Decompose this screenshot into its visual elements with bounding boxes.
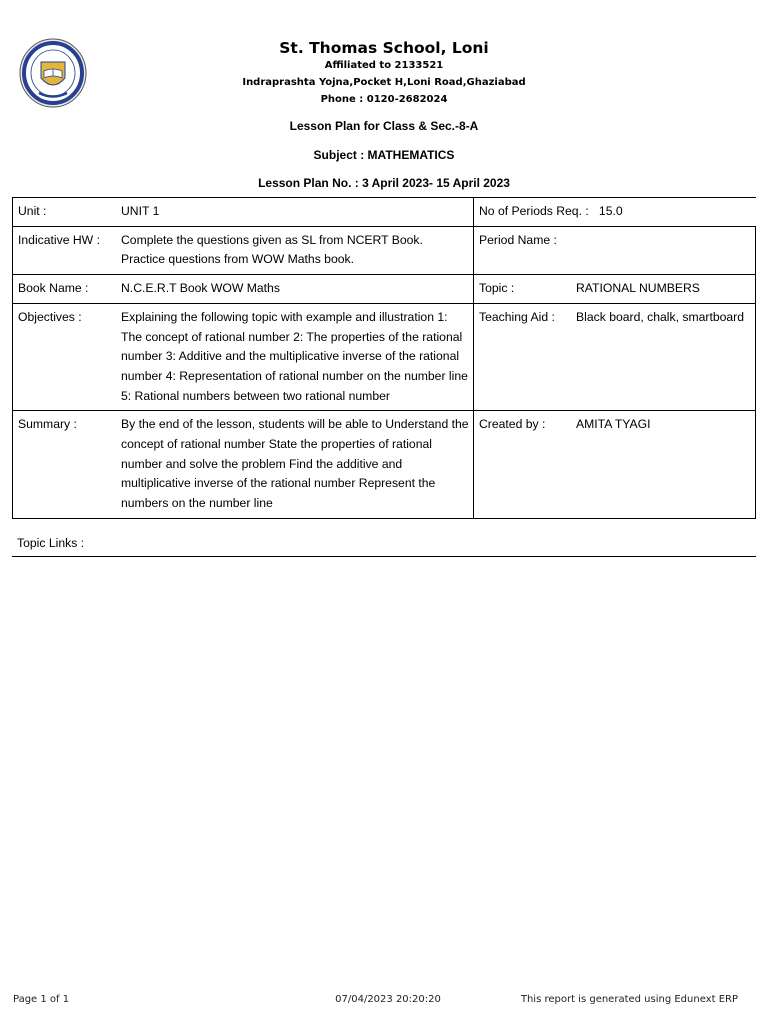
page-indicator: Page 1 of 1: [13, 994, 70, 1005]
unit-value: UNIT 1: [116, 198, 474, 227]
lesson-plan-number: Lesson Plan No. : 3 April 2023- 15 April 2023: [258, 176, 510, 190]
table-row-homework: [13, 226, 756, 274]
school-phone: Phone : 0120-2682024: [320, 94, 448, 105]
summary-label: Summary :: [13, 411, 117, 519]
topic-links-row: [12, 530, 756, 557]
objectives-label: Objectives :: [13, 303, 117, 411]
book-label: Book Name :: [13, 275, 117, 304]
lesson-plan-table: [12, 197, 756, 519]
topic-links-label: Topic Links :: [17, 536, 85, 550]
school-name: St. Thomas School, Loni: [279, 39, 489, 57]
period-name-label: Period Name :: [474, 226, 572, 274]
table-row-unit: [13, 198, 756, 227]
hw-value: Complete the questions given as SL from NCERT Book. Practice questions from WOW Maths book.: [116, 226, 474, 274]
created-by-value: AMITA TYAGI: [571, 411, 756, 519]
table-row-book: [13, 275, 756, 304]
topic-label: Topic :: [474, 275, 572, 304]
objectives-value: Explaining the following topic with example and illustration 1: The concept of rational number 2: The properties of the rational number 3: Additive and the multiplicative inverse of the rational number 4: Representation of rational number on the number line 5: Rational numbers between two rational number: [116, 303, 474, 411]
teaching-aid-value: Black board, chalk, smartboard: [571, 303, 756, 411]
school-address: Indraprashta Yojna,Pocket H,Loni Road,Ghaziabad: [242, 77, 526, 88]
book-value: N.C.E.R.T Book WOW Maths: [116, 275, 474, 304]
lesson-plan-title: Lesson Plan for Class & Sec.-8-A: [289, 119, 479, 133]
periods-value: 15.0: [598, 204, 623, 218]
period-name-value: [571, 226, 756, 274]
periods-label-text: No of Periods Req. :: [479, 204, 589, 218]
unit-label: Unit :: [13, 198, 117, 227]
summary-value: By the end of the lesson, students will be able to Understand the concept of rational number State the properties of rational number and solve the problem Find the additive and multiplicative inverse of the rational number Represent the numbers on the number line: [116, 411, 474, 519]
subject-heading: Subject : MATHEMATICS: [313, 148, 455, 162]
hw-label: Indicative HW :: [13, 226, 117, 274]
table-row-summary: [13, 411, 756, 519]
generated-note: This report is generated using Edunext ERP: [520, 994, 738, 1005]
table-row-objectives: [13, 303, 756, 411]
topic-value: RATIONAL NUMBERS: [571, 275, 756, 304]
report-timestamp: 07/04/2023 20:20:20: [335, 994, 441, 1005]
periods-label: [474, 198, 756, 227]
created-by-label: Created by :: [474, 411, 572, 519]
affiliation-number: Affiliated to 2133521: [324, 60, 444, 71]
teaching-aid-label: Teaching Aid :: [474, 303, 572, 411]
